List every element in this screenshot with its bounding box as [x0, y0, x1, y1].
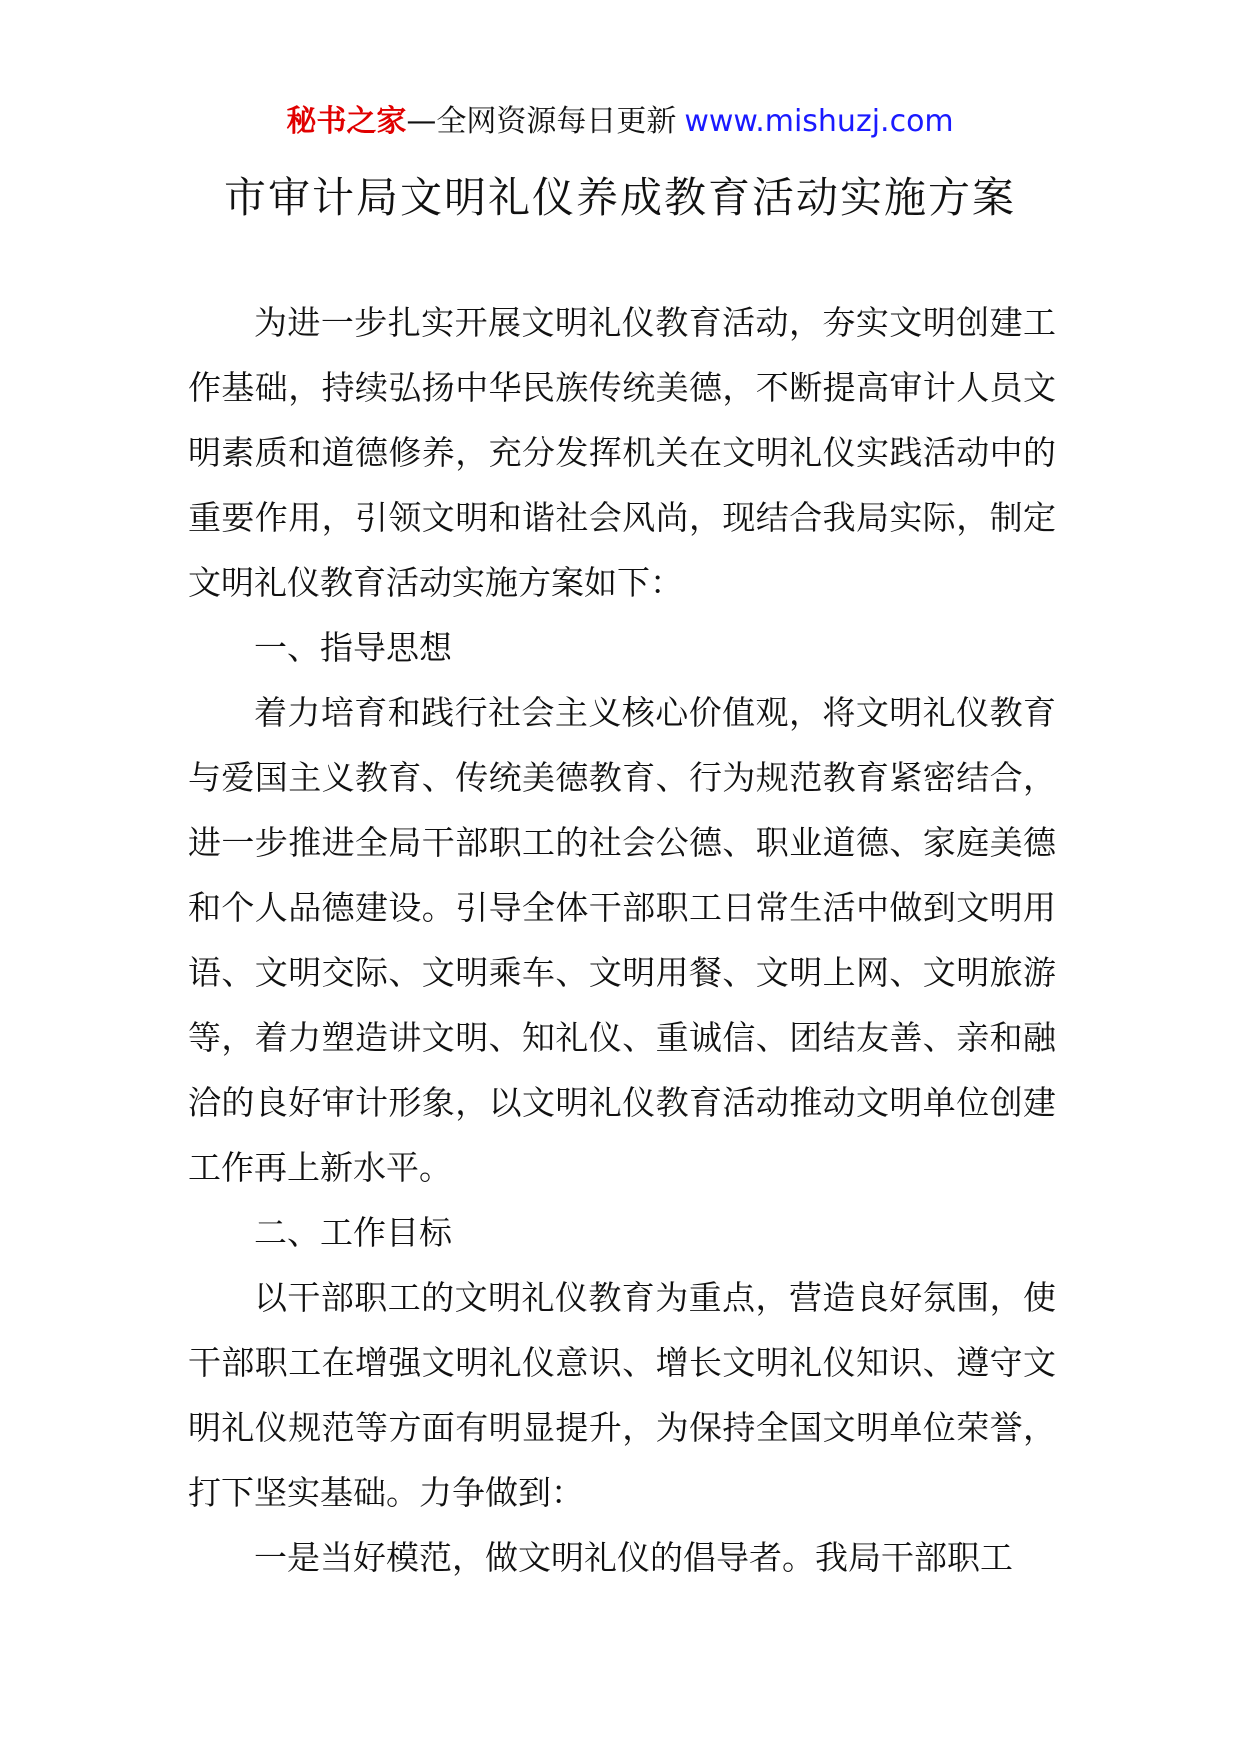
- section-heading-guiding-thought: 一、指导思想: [254, 628, 452, 667]
- paragraph-work-goals: 以干部职工的文明礼仪教育为重点，营造良好氛围，使干部职工在增强文明礼仪意识、增长文明礼仪知识、遵守文明礼仪规范等方面有明显提升，为保持全国文明单位荣誉，打下坚实基础。力争做到：: [188, 1278, 1056, 1512]
- paragraph-item-one: 一是当好模范，做文明礼仪的倡导者。我局干部职工: [254, 1538, 1013, 1577]
- paragraph-intro: 为进一步扎实开展文明礼仪教育活动，夯实文明创建工作基础，持续弘扬中华民族传统美德，不断提高审计人员文明素质和道德修养，充分发挥机关在文明礼仪实践活动中的重要作用，引领文明和谐社会风尚，现结合我局实际，制定文明礼仪教育活动实施方案如下：: [188, 303, 1056, 602]
- section-heading-work-goals: 二、工作目标: [254, 1213, 452, 1252]
- paragraph-guiding-thought: 着力培育和践行社会主义核心价值观，将文明礼仪教育与爱国主义教育、传统美德教育、行为规范教育紧密结合，进一步推进全局干部职工的社会公德、职业道德、家庭美德和个人品德建设。引导全体干部职工日常生活中做到文明用语、文明交际、文明乘车、文明用餐、文明上网、文明旅游等，着力塑造讲文明、知礼仪、重诚信、团结友善、亲和融洽的良好审计形象，以文明礼仪教育活动推动文明单位创建工作再上新水平。: [188, 693, 1056, 1187]
- document-title: 市审计局文明礼仪养成教育活动实施方案: [223, 173, 1016, 222]
- brand-name: 秘书之家: [286, 104, 407, 139]
- site-banner: [0, 100, 1240, 144]
- banner-tagline: —全网资源每日更新: [406, 104, 677, 139]
- document-body: [188, 290, 1056, 1590]
- site-url-link[interactable]: www.mishuzj.com: [684, 104, 954, 139]
